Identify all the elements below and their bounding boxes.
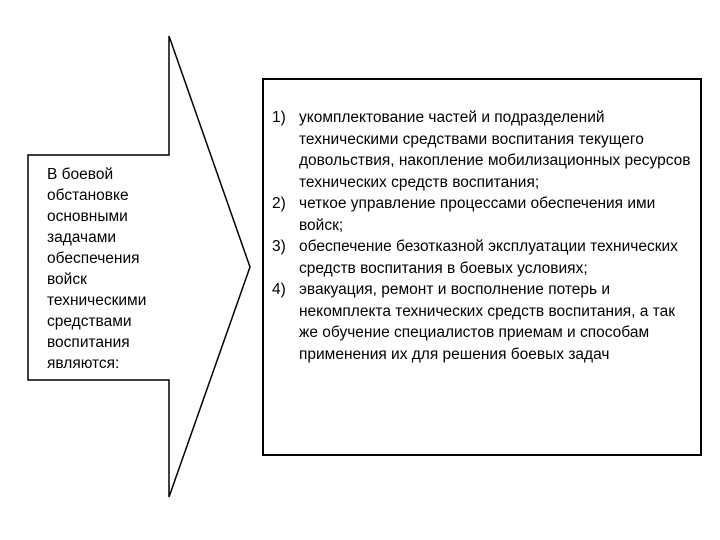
task-item — [272, 236, 696, 279]
task-text: обеспечение безотказной эксплуатации технических средств воспитания в боевых условиях; — [299, 238, 678, 277]
intro-line: задачами — [47, 229, 117, 246]
task-number: 3) — [272, 238, 286, 255]
intro-line: обеспечения — [47, 250, 140, 267]
intro-line: являются: — [47, 355, 120, 372]
task-number: 2) — [272, 195, 286, 212]
tasks-list — [272, 107, 696, 365]
intro-line: В боевой — [47, 166, 114, 183]
task-item — [272, 107, 696, 193]
task-number: 4) — [272, 281, 286, 298]
task-item — [272, 193, 696, 236]
task-number: 1) — [272, 109, 286, 126]
intro-text — [47, 164, 177, 374]
task-item — [272, 279, 696, 365]
intro-line: техническими — [47, 292, 147, 309]
intro-line: основными — [47, 208, 128, 225]
intro-line: обстановке — [47, 187, 129, 204]
task-text: четкое управление процессами обеспечения ими войск; — [299, 195, 656, 234]
task-text: укомплектование частей и подразделений техническими средствами воспитания текущего довольствия, накопление мобилизационных ресурсов технических средств воспитания; — [299, 109, 691, 191]
intro-line: средствами — [47, 313, 132, 330]
tasks-box — [262, 78, 702, 456]
intro-line: воспитания — [47, 334, 130, 351]
intro-line: войск — [47, 271, 87, 288]
task-text: эвакуация, ремонт и восполнение потерь и некомплекта технических средств воспитания, а так же обучение специалистов приемам и способам применения их для решения боевых задач — [299, 281, 675, 363]
